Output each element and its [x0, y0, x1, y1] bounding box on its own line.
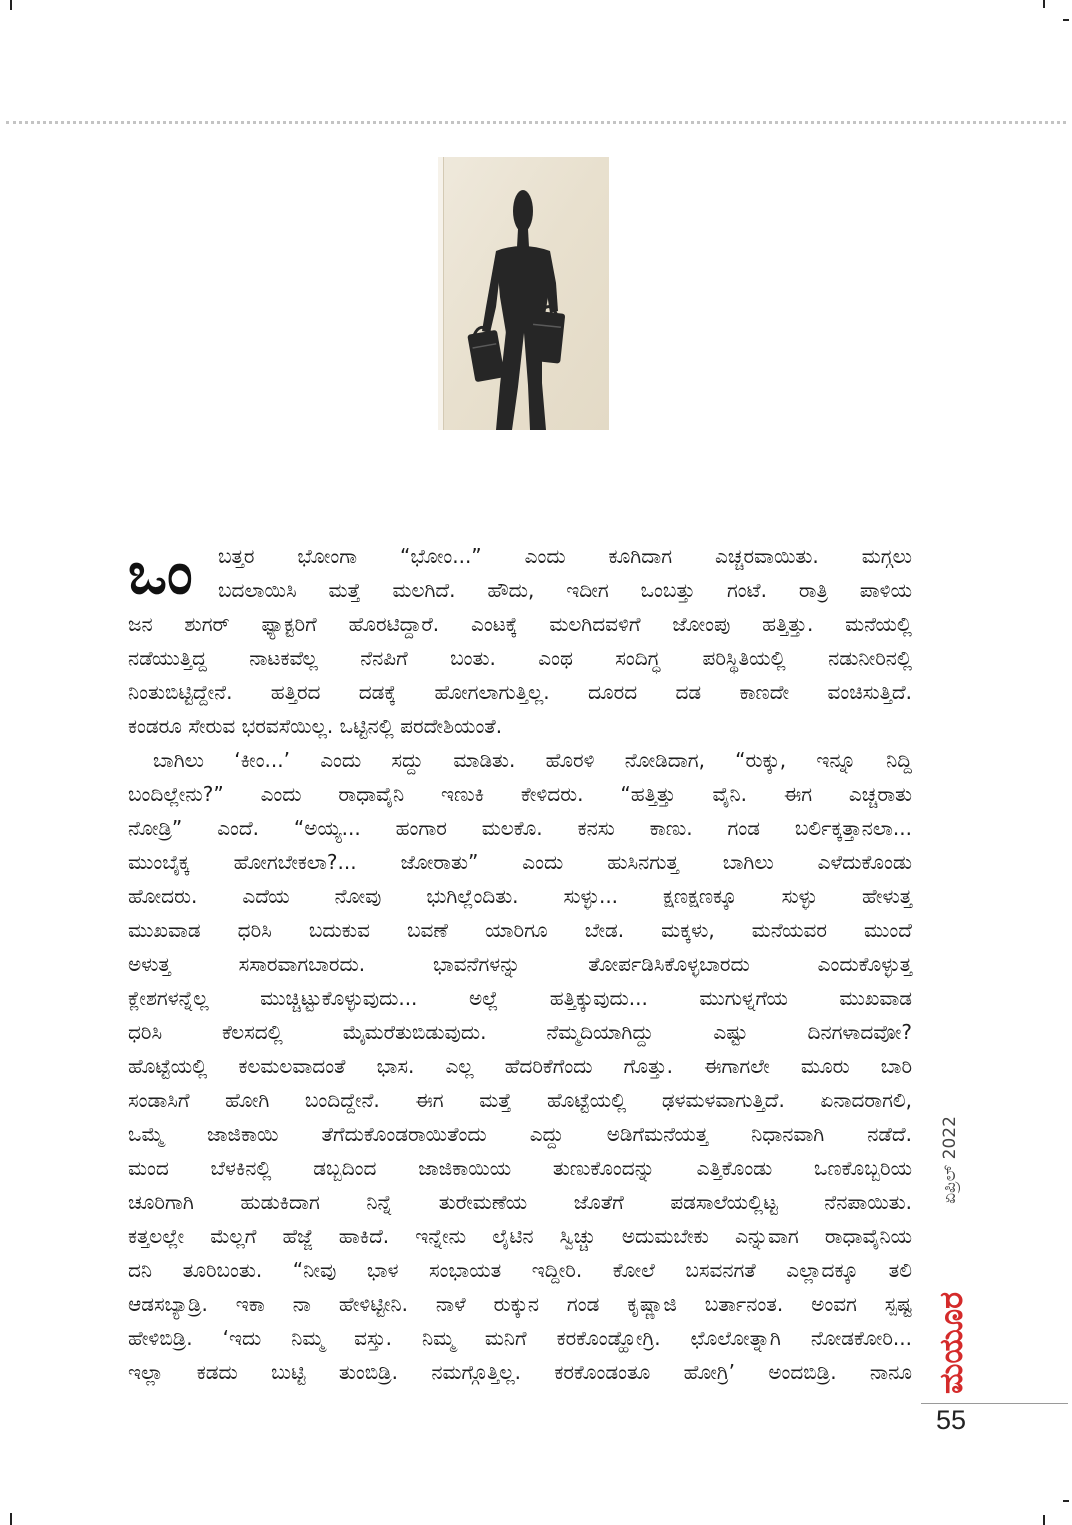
crop-mark-top-right [1043, 0, 1045, 8]
briefcase-right-body [526, 310, 565, 363]
text-line: ಬಂದಿಲ್ಲೇನು?” ಎಂದು ರಾಧಾವೈನಿ ಇಣುಕಿ ಕೇಳಿದರು. “ಹತ್ತಿತ್ತು ವೈನಿ. ಈಗ ಎಚ್ಚರಾತು [128, 782, 912, 806]
crop-mark-top-left [10, 0, 12, 10]
text-line: ಚೂರಿಗಾಗಿ ಹುಡುಕಿದಾಗ ನಿನ್ನೆ ತುರೇಮಣೆಯ ಜೊತೆಗೆ ಪಡಸಾಲೆಯಲ್ಲಿಟ್ಟ ನೆನಪಾಯಿತು. [128, 1190, 912, 1214]
magazine-logo: ಮಯೂರ [932, 1291, 970, 1395]
text-line: ಮುಖವಾಡ ಧರಿಸಿ ಬದುಕುವ ಬವಣೆ ಯಾರಿಗೂ ಬೇಡ. ಮಕ್ಕಳು, ಮನೆಯವರ ಮುಂದೆ [128, 918, 912, 942]
figure-head [513, 190, 533, 232]
drop-cap: ಒಂ [128, 539, 193, 607]
text-line: ನಡೆಯುತ್ತಿದ್ದ ನಾಟಕವೆಲ್ಲ ನೆನಪಿಗೆ ಬಂತು. ಎಂಥ ಸಂದಿಗ್ಧ ಪರಿಸ್ಥಿತಿಯಲ್ಲಿ ನಡುನೀರಿನಲ್ಲಿ [128, 646, 912, 670]
text-line: ಕತ್ತಲಲ್ಲೇ ಮೆಲ್ಲಗೆ ಹೆಜ್ಜೆ ಹಾಕಿದೆ. ಇನ್ನೇನು ಲೈಟಿನ ಸ್ವಿಚ್ಚು ಅದುಮಬೇಕು ಎನ್ನುವಾಗ ರಾಧಾವೈನಿಯ [128, 1224, 912, 1248]
text-line: ಬಾಗಿಲು ‘ಕೀಂ...’ ಎಂದು ಸದ್ದು ಮಾಡಿತು. ಹೊರಳಿ ನೋಡಿದಾಗ, “ರುಕ್ಕು, ಇನ್ನೂ ನಿದ್ದಿ [153, 748, 912, 772]
article-body [128, 539, 912, 1389]
crop-mark-bottom-right [1043, 1515, 1045, 1525]
text-line: ದನಿ ತೂರಿಬಂತು. “ನೀವು ಭಾಳ ಸಂಭಾಯತ ಇದ್ದೀರಿ. ಕೋಲೆ ಬಸವನಗತೆ ಎಲ್ಲಾದಕ್ಕೂ ತಲಿ [128, 1258, 912, 1282]
text-line: ಬದಲಾಯಿಸಿ ಮತ್ತೆ ಮಲಗಿದೆ. ಹೌದು, ಇದೀಗ ಒಂಬತ್ತು ಗಂಟೆ. ರಾತ್ರಿ ಪಾಳಿಯ [218, 578, 912, 602]
text-line: ಆಡಸಬ್ಯಾಡ್ರಿ. ಇಕಾ ನಾ ಹೇಳಿಟ್ಟೀನಿ. ನಾಳೆ ರುಕ್ಕುನ ಗಂಡ ಕೃಷ್ಣಾಜಿ ಬರ್ತಾನಂತ. ಅಂವಗ ಸ್ಪಷ್ಟ [128, 1292, 912, 1316]
story-illustration [438, 157, 609, 430]
illustration-svg [438, 157, 609, 430]
text-line: ಬತ್ತರ ಭೋಂಗಾ “ಭೋಂ...” ಎಂದು ಕೂಗಿದಾಗ ಎಚ್ಚರವಾಯಿತು. ಮಗ್ಗಲು [218, 544, 912, 568]
briefcase-right [526, 305, 566, 364]
issue-date: ಏಪ್ರಿಲ್ 2022 [940, 1116, 960, 1204]
paragraph-1 [128, 539, 912, 743]
text-line: ಮುಂಬೈಕ್ಕ ಹೋಗಬೇಕಲಾ?... ಜೋರಾತು” ಎಂದು ಹುಸಿನಗುತ್ತ ಬಾಗಿಲು ಎಳೆದುಕೊಂಡು [128, 850, 912, 874]
text-line: ಇಲ್ಲಾ ಕಡದು ಬುಟ್ಟಿ ತುಂಬಿಡ್ರಿ. ನಮಗ್ಗೊತ್ತಿಲ್ಲ. ಕರಕೊಂಡಂತೂ ಹೋಗ್ರಿ’ ಅಂದಬಿಡ್ರಿ. ನಾನೂ [128, 1360, 912, 1384]
text-line: ನೋಡ್ರಿ” ಎಂದೆ. “ಅಯ್ಯ... ಹಂಗಾರ ಮಲಕೊ. ಕನಸು ಕಾಣು. ಗಂಡ ಬರ್ಲಿಕ್ಕತ್ತಾನಲಾ... [128, 816, 912, 840]
page-number: 55 [936, 1405, 967, 1435]
crop-mark-bottom-right-dash [1063, 1500, 1069, 1502]
text-line: ಜನ ಶುಗರ್ ಫ್ಯಾಕ್ಟರಿಗೆ ಹೊರಟಿದ್ದಾರೆ. ಎಂಟಕ್ಕೆ ಮಲಗಿದವಳಿಗೆ ಜೋಂಪು ಹತ್ತಿತ್ತು. ಮನೆಯಲ್ಲಿ [128, 612, 912, 636]
text-line: ಅಳುತ್ತ ಸಸಾರವಾಗಬಾರದು. ಭಾವನೆಗಳನ್ನು ತೋರ್ಪಡಿಸಿಕೊಳ್ಳಬಾರದು ಎಂದುಕೊಳ್ಳುತ್ತ [128, 952, 912, 976]
crop-mark-bottom-left [10, 1513, 12, 1525]
crop-mark-top-right-dash [1063, 19, 1069, 21]
text-line: ಹೋದರು. ಎದೆಯ ನೋವು ಭುಗಿಲ್ಲೆಂದಿತು. ಸುಳ್ಳು... ಕ್ಷಣಕ್ಷಣಕ್ಕೂ ಸುಳ್ಳು ಹೇಳುತ್ತ [128, 884, 912, 908]
text-line: ಹೊಟ್ಟೆಯಲ್ಲಿ ಕಲಮಲವಾದಂತೆ ಭಾಸ. ಎಲ್ಲ ಹೆದರಿಕೆಗೆಂದು ಗೊತ್ತು. ಈಗಾಗಲೇ ಮೂರು ಬಾರಿ [128, 1054, 912, 1078]
figure-neck [517, 229, 529, 247]
text-line: ಹೇಳಿಬಿಡ್ರಿ. ‘ಇದು ನಿಮ್ಮ ವಸ್ತು. ನಿಮ್ಮ ಮನಿಗೆ ಕರಕೊಂಡ್ಹೋಗ್ರಿ. ಛೊಲೋತ್ನಾಗಿ ನೋಡಕೋರಿ... [128, 1326, 912, 1350]
illustration-edge-line [443, 157, 444, 430]
text-line: ಕ್ಲೇಶಗಳನ್ನೆಲ್ಲ ಮುಚ್ಚಿಟ್ಟುಕೊಳ್ಳುವುದು... ಅಲ್ಲೆ ಹತ್ತಿಕ್ಕುವುದು... ಮುಗುಳ್ನಗೆಯ ಮುಖವಾಡ [128, 986, 912, 1010]
paragraph-2 [128, 743, 912, 1389]
text-line: ಕಂಡರೂ ಸೇರುವ ಭರವಸೆಯಿಲ್ಲ. ಒಟ್ಟಿನಲ್ಲಿ ಪರದೇಶಿಯಂತೆ. [128, 714, 503, 738]
text-line: ಸಂಡಾಸಿಗೆ ಹೋಗಿ ಬಂದಿದ್ದೇನೆ. ಈಗ ಮತ್ತೆ ಹೊಟ್ಟೆಯಲ್ಲಿ ಢಳಮಳವಾಗುತ್ತಿದೆ. ಏನಾದರಾಗಲಿ, [128, 1088, 912, 1112]
text-line: ಒಮ್ಮೆ ಜಾಜಿಕಾಯಿ ತೆಗೆದುಕೊಂಡರಾಯಿತೆಂದು ಎದ್ದು ಅಡಿಗೆಮನೆಯತ್ತ ನಿಧಾನವಾಗಿ ನಡೆದೆ. [128, 1122, 912, 1146]
text-line: ಮಂದ ಬೆಳಕಿನಲ್ಲಿ ಡಬ್ಬದಿಂದ ಜಾಜಿಕಾಯಿಯ ತುಣುಕೊಂದನ್ನು ಎತ್ತಿಕೊಂಡು ಒಣಕೊಬ್ಬರಿಯ [128, 1156, 912, 1180]
dotted-divider [6, 121, 1066, 124]
illustration-edge-strip [438, 157, 443, 430]
text-line: ಧರಿಸಿ ಕೆಲಸದಲ್ಲಿ ಮೈಮರೆತುಬಿಡುವುದು. ನೆಮ್ಮದಿಯಾಗಿದ್ದು ಎಷ್ಟು ದಿನಗಳಾದವೋ? [128, 1020, 912, 1044]
text-line: ನಿಂತುಬಿಟ್ಟಿದ್ದೇನೆ. ಹತ್ತಿರದ ದಡಕ್ಕೆ ಹೋಗಲಾಗುತ್ತಿಲ್ಲ. ದೂರದ ದಡ ಕಾಣದೇ ವಂಚಿಸುತ್ತಿದೆ. [128, 680, 912, 704]
